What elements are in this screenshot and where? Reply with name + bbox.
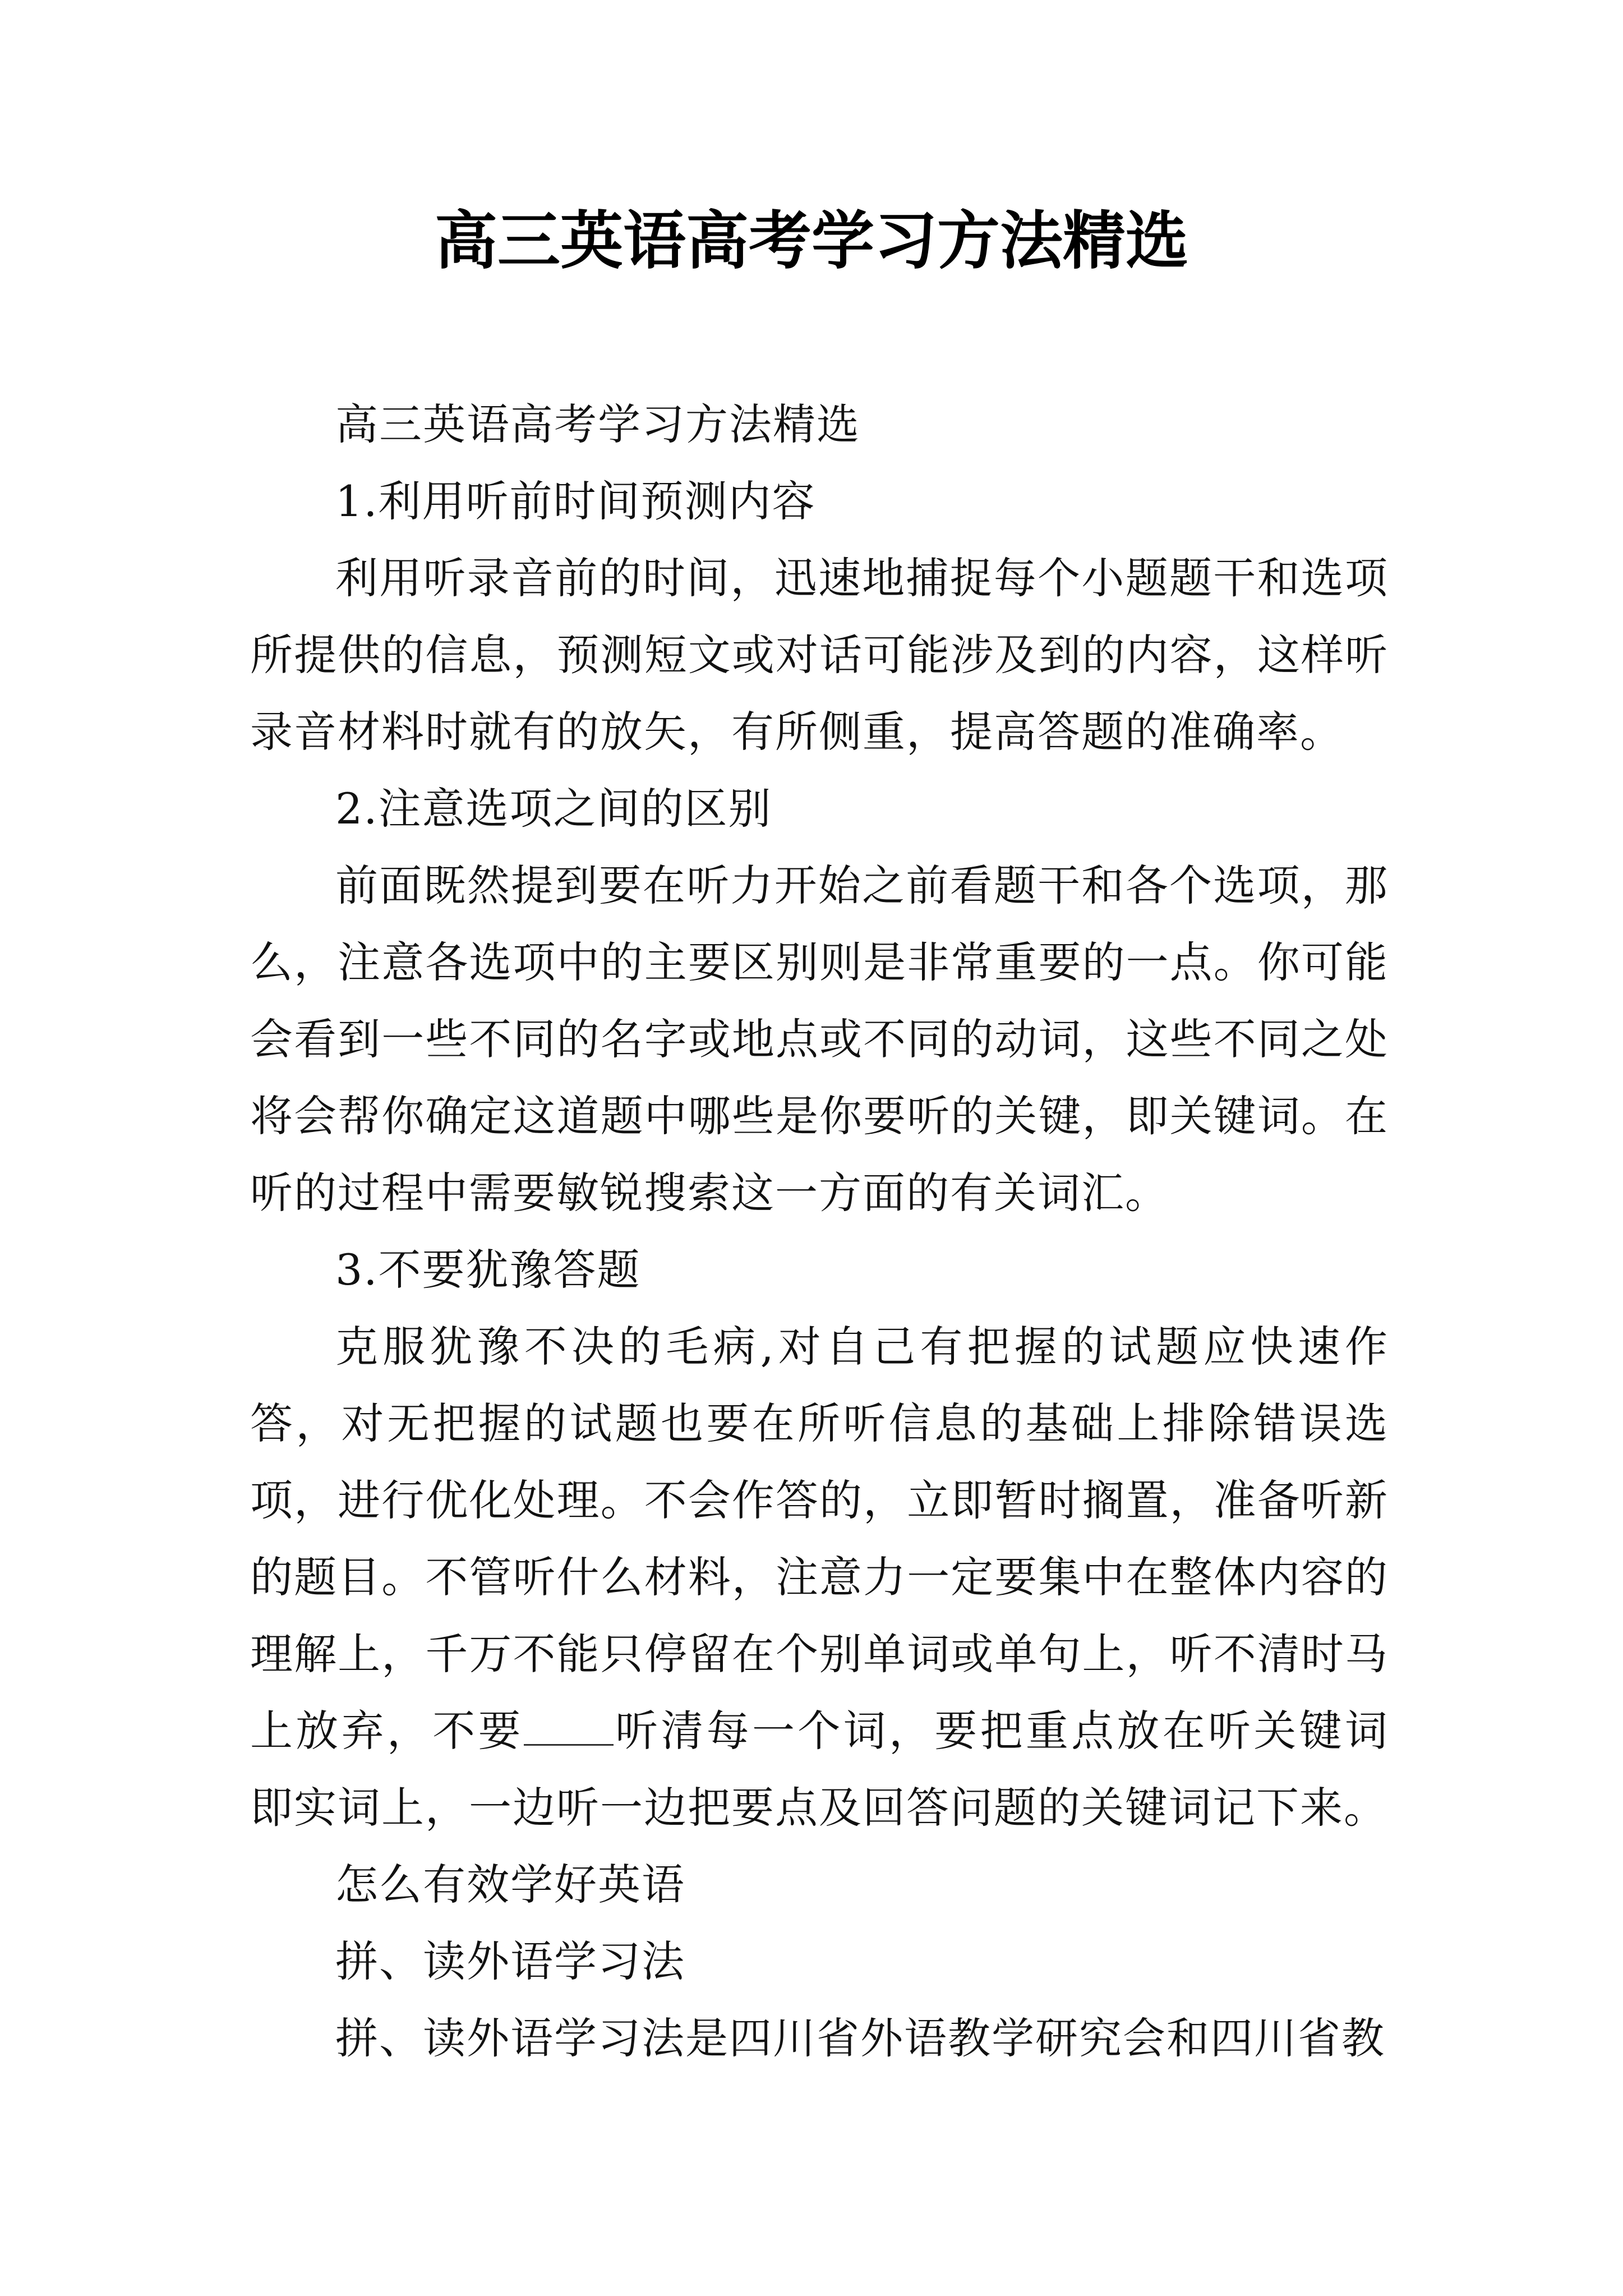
fill-in-blank	[524, 1710, 614, 1746]
document-title: 高三英语高考学习方法精选	[435, 204, 1188, 278]
paragraph-heading-5: 拼、读外语学习法	[335, 1936, 685, 1986]
paragraph-heading-1: 1.利用听前时间预测内容	[335, 476, 816, 526]
paragraph-2: 前面既然提到要在听力开始之前看题干和各个选项，那么，注意各选项中的主要区别则是非常重要的一点。你可能会看到一些不同的名字或地点或不同的动词，这些不同之处将会帮你确定这道题中哪些是你要听的关键，即关键词。在听的过程中需要敏锐搜索这一方面的有关词汇。	[250, 861, 1389, 1218]
paragraph-3	[250, 1308, 1389, 1846]
paragraph-subtitle: 高三英语高考学习方法精选	[335, 399, 860, 449]
paragraph-heading-3: 3.不要犹豫答题	[335, 1245, 641, 1295]
document-body	[250, 386, 1389, 2077]
paragraph-4: 拼、读外语学习法是四川省外语教学研究会和四川省教	[335, 2013, 1385, 2063]
paragraph-1: 利用听录音前的时间，迅速地捕捉每个小题题干和选项所提供的信息，预测短文或对话可能涉及到的内容，这样听录音材料时就有的放矢，有所侧重，提高答题的准确率。	[250, 553, 1389, 757]
paragraph-3-part-2: 听清每一个词，要把重点放在听关键词即实词上，一边听一边把要点及回答问题的关键词记下来。	[250, 1706, 1389, 1833]
paragraph-heading-2: 2.注意选项之间的区别	[335, 784, 772, 834]
paragraph-3-part-1: 克服犹豫不决的毛病,对自己有把握的试题应快速作答，对无把握的试题也要在所听信息的基础上排除错误选项，进行优化处理。不会作答的，立即暂时搁置，准备听新的题目。不管听什么材料，注意力一定要集中在整体内容的理解上，千万不能只停留在个别单词或单句上，听不清时马上放弃，不要	[250, 1322, 1389, 1756]
paragraph-heading-4: 怎么有效学好英语	[335, 1860, 685, 1910]
